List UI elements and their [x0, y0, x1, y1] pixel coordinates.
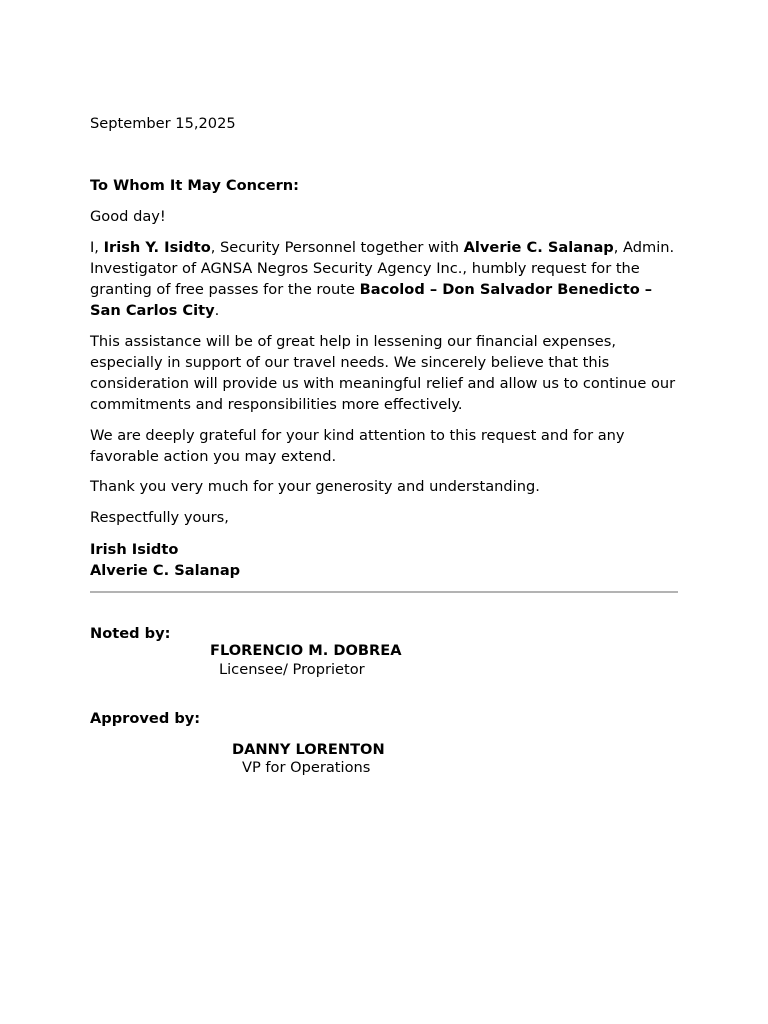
text-segment: I, — [90, 239, 104, 256]
gratitude-paragraph: We are deeply grateful for your kind attention to this request and for any favorable action you may extend. — [90, 427, 625, 465]
signatory-block — [90, 539, 680, 581]
noted-by-title: Licensee/ Proprietor — [219, 661, 365, 678]
signatory-name: Irish Isidto — [90, 541, 179, 558]
text-segment: . — [214, 302, 220, 319]
signatory-name: Alverie C. Salanap — [90, 562, 241, 579]
approved-by-label: Approved by: — [90, 710, 201, 727]
requester-name-1: Irish Y. Isidto — [103, 239, 211, 256]
request-paragraph — [90, 237, 680, 321]
text-segment: , Admin. Investigator of AGNSA Negros Security Agency Inc., humbly request for the granting of free passes for the route — [90, 239, 675, 298]
text-segment: , Security Personnel together with — [210, 239, 464, 256]
letter-date: September 15,2025 — [90, 115, 236, 132]
closing: Respectfully yours, — [90, 509, 229, 526]
thanks-paragraph: Thank you very much for your generosity and understanding. — [90, 478, 540, 495]
greeting: Good day! — [90, 208, 166, 225]
requester-name-2: Alverie C. Salanap — [463, 239, 614, 256]
assistance-paragraph: This assistance will be of great help in lessening our financial expenses, especially in support of our travel needs. We sincerely believe that this consideration will provide us with meaningful relief and allow us to continue our commitments and responsibilities more effectively. — [90, 333, 676, 413]
route-name: Bacolod – Don Salvador Benedicto – San Carlos City — [90, 281, 653, 319]
divider-line — [90, 591, 678, 593]
approved-by-title: VP for Operations — [242, 759, 371, 776]
salutation: To Whom It May Concern: — [90, 177, 300, 194]
noted-by-name: FLORENCIO M. DOBREA — [210, 642, 402, 659]
approved-by-name: DANNY LORENTON — [232, 741, 385, 758]
noted-by-label: Noted by: — [90, 625, 171, 642]
